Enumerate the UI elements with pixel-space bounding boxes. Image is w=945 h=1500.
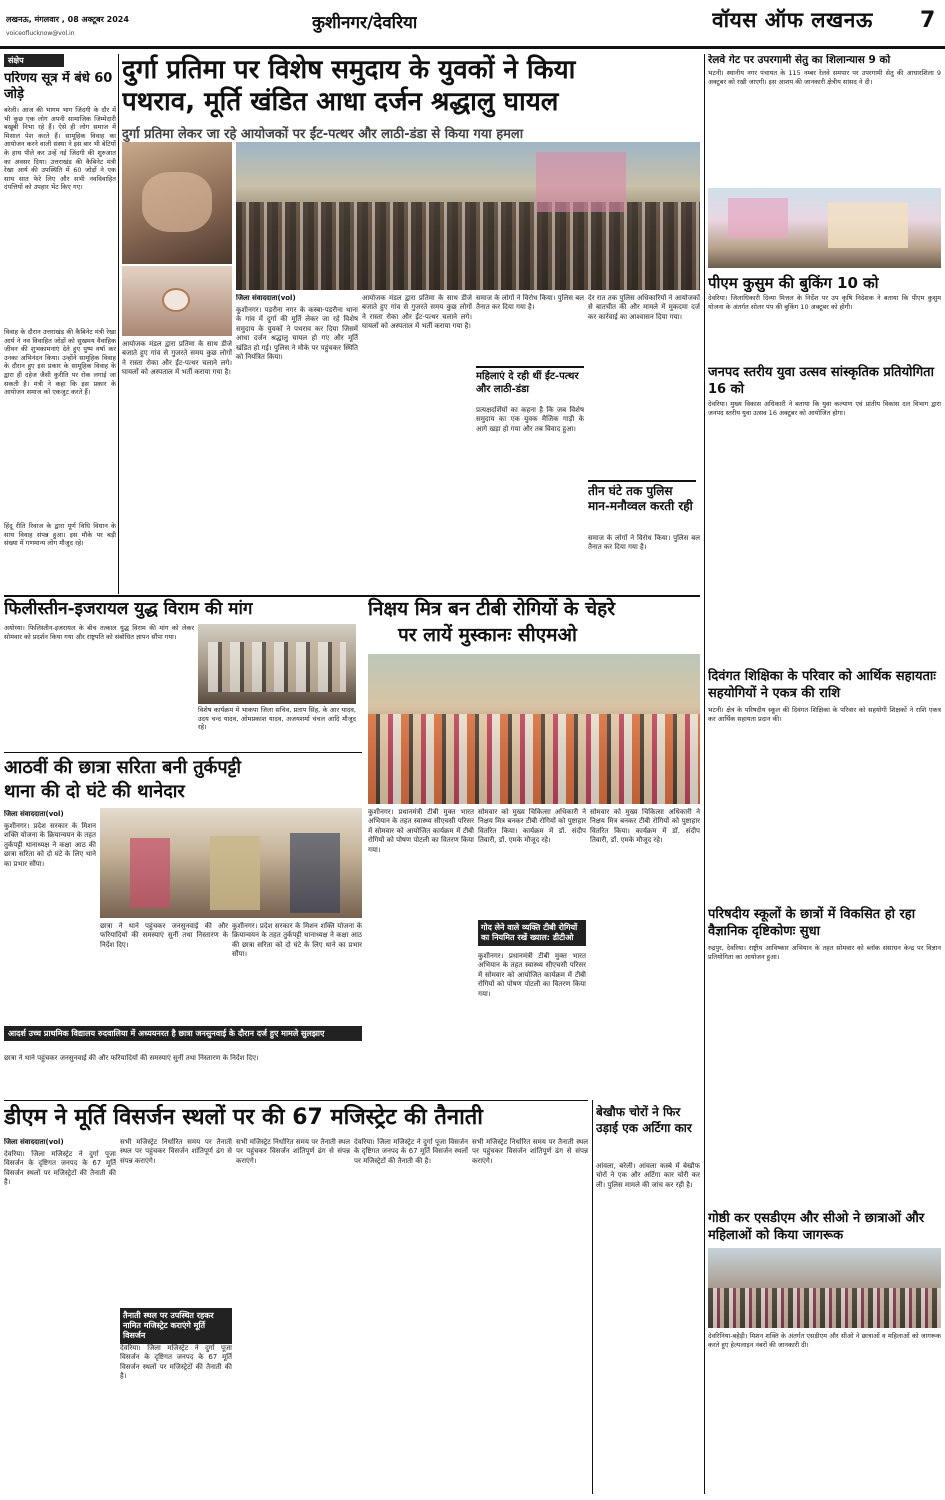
injured-photo-2 (122, 266, 232, 336)
right-column (708, 54, 941, 1494)
dm-body-3: देवरिया। जिला मजिस्ट्रेट ने दुर्गा पूजा विसर्जन के दृष्टिगत जनपद के 67 मूर्ति विसर्जन स्थलों पर मजिस्ट्रेटों की तैनाती की है। (120, 1344, 232, 1381)
sarita-body-4: छात्रा ने थाने पहुंचकर जनसुनवाई की और फरियादियों की समस्याएं सुनीं तथा निस्तारण के निर्देश दिए। (4, 1054, 259, 1062)
brief-title: परिणय सूत्र में बंधे 60 जोड़े (4, 71, 113, 102)
railway-body: भटनी। स्थानीय नगर पंचायत के 115 नम्बर रेलवे समपार पर उपरगामी सेतु की आधारशिला 9 अक्टूबर को रखी जाएगी। इस आशय की जानकारी क्षेत्रीय सांसद ने दी। (708, 69, 941, 86)
masthead-rule (0, 46, 945, 49)
row-divider-3 (4, 1100, 588, 1101)
pm-kusum-headline: पीएम कुसुम की बुकिंग 10 को (708, 274, 879, 292)
tb-story (368, 596, 700, 1096)
main-headline-1: दुर्गा प्रतिमा पर विशेष समुदाय के युवकों ने किया (122, 55, 576, 85)
goshthi-body: देवरिनिया-बहेड़ी। मिशन शक्ति के अंतर्गत एसडीएम और सीओ ने छात्राओं व महिलाओं को जागरूक करते हुए हेल्पलाइन नंबरों की जानकारी दी। (708, 1332, 941, 1349)
youth-festival-headline: जनपद स्तरीय युवा उत्सव सांस्कृतिक प्रतियोगिता 16 को (708, 365, 934, 397)
row-divider-2 (4, 752, 362, 753)
sarita-photo (100, 808, 362, 918)
tb-body-2: सोमवार को मुख्य चिकित्सा अधिकारी ने निक्षय मित्र बनकर टीबी रोगियों को पुष्टाहार वितरित किया। कार्यक्रम में डॉ. संदीप तिवारी, डॉ. एमके मौजूद रहे। (478, 808, 586, 845)
theft-headline: बेखौफ चोरों ने फिर उड़ाई एक अर्टिगा कार (596, 1105, 692, 1135)
paper-name: वॉयस ऑफ लखनऊ (712, 8, 873, 32)
sarita-byline: जिला संवाददाता(vol) (4, 810, 64, 818)
dm-body-4: सभी मजिस्ट्रेट निर्धारित समय पर तैनाती स्थल पर पहुंचकर विसर्जन शांतिपूर्ण ढंग से संपन्न कराएंगे। (236, 1138, 350, 1165)
tb-headline-1: निक्षय मित्र बन टीबी रोगियों के चेहरे (368, 598, 615, 620)
tb-box: गोद लेने वाले व्यक्ति टीबी रोगियों का नियमित रखें ख्याल: डीटीओ (478, 920, 586, 946)
palestine-story (4, 598, 356, 750)
left-brief-column (4, 54, 116, 599)
dm-box: तैनाती स्थल पर उपस्थित रहकर नामित मजिस्ट्रेट कराएंगे मूर्ति विसर्जन (120, 1308, 232, 1344)
youth-festival-body: देवरिया। मुख्य विकास अधिकारी ने बताया कि युवा कल्याण एवं प्रांतीय विकास दल विभाग द्वारा जनपद स्तरीय युवा उत्सव 16 अक्टूबर को आयोजित होगा। (708, 400, 941, 417)
section-name: कुशीनगर/देवरिया (312, 13, 418, 33)
sarita-story (4, 756, 362, 1100)
main-body-1: कुशीनगर। पडरौना नगर के कस्बा-पडरौना थाना के गांव में दुर्गा की मूर्ति लेकर जा रहे विशेष समुदाय के युवकों ने पथराव कर दिया जिसमें आधा दर्जन श्रद्धालु घायल हो गए और मूर्ति खंडित हो गई। पुलिस ने मौके पर पहुंचकर स्थिति को नियंत्रित किया। (236, 306, 358, 362)
masthead (0, 0, 945, 50)
sarita-box: आदर्श उच्च प्राथमिक विद्यालय रुदवालिया में अध्ययनरत है छात्रा जनसुनवाई के दौरान दर्ज हुए मामले सुलझाए (4, 1026, 362, 1041)
crowd-photo (236, 142, 700, 290)
sarita-body-3: कुशीनगर। प्रदेश सरकार के मिशन शक्ति योजना के क्रियान्वयन के तहत तुर्कपट्टी थानाध्यक्ष ने कक्षा आठ की छात्रा सरिता को दो घंटे के लिए थाने का प्रभार सौंपा। (232, 922, 362, 959)
pm-kusum-body: देवरिया। जिलाधिकारी दिव्या मित्तल के निर्देश पर उप कृषि निदेशक ने बताया कि पीएम कुसुम योजना के अंतर्गत सोलर पंप की बुकिंग 10 अक्टूबर को होगी। (708, 294, 941, 311)
teacher-aid-headline: दिवंगत शिक्षिका के परिवार को आर्थिक सहायताः सहयोगियों ने एकत्र की राशि (708, 669, 936, 701)
brief-para-1: बरेली। आज की भागम भाग जिंदगी के दौर में भी कुछ एक लोग अपनी सामाजिक जिम्मेदारी बखूबी निभा रहे हैं। ऐसे ही लोग समाज में मिसाल पेश करते हैं। सामूहिक विवाह का आयोजन करने वाली संस्था ने इस बार भी बेटियों के हाथ पीले कर उन्हें नई जिंदगी की शुरुआत का अवसर दिया। उत्तराखंड की कैबिनेट मंत्री रेखा आर्य की उपस्थिति में 60 जोड़ों ने एक साथ सात फेरे लिए और सभी नवविवाहित दंपत्तियों को उपहार भेंट किए गए। (4, 106, 116, 192)
science-body: रुद्रपुर, देवरिया। राष्ट्रीय आविष्कार अभियान के तहत सोमवार को ब्लॉक संसाधन केन्द्र पर विज्ञान प्रतियोगिता का आयोजन हुआ। (708, 944, 941, 961)
col-divider (118, 54, 119, 594)
dm-body-6: सभी मजिस्ट्रेट निर्धारित समय पर तैनाती स्थल पर पहुंचकर विसर्जन शांतिपूर्ण ढंग से संपन्न कराएंगे। (472, 1138, 588, 1165)
sarita-body-2: छात्रा ने थाने पहुंचकर जनसुनवाई की और फरियादियों की समस्याएं सुनीं तथा निस्तारण के निर्देश दिए। (100, 922, 228, 949)
goshthi-photo (708, 1248, 941, 1328)
main-headline-2: पथराव, मूर्ति खंडित आधा दर्जन श्रद्धालु घायल (122, 87, 559, 117)
injured-photo-1 (122, 142, 232, 264)
tb-headline-2: पर लायें मुस्कानः सीएमओ (398, 624, 577, 646)
sarita-body-1: कुशीनगर। प्रदेश सरकार के मिशन शक्ति योजना के क्रियान्वयन के तहत तुर्कपट्टी थानाध्यक्ष ने कक्षा आठ की छात्रा सरिता को दो घंटे के लिए थाने का प्रभार सौंपा। (4, 822, 96, 868)
tb-photo (368, 654, 700, 804)
main-byline: जिला संवाददाता(vol) (236, 294, 296, 302)
dm-story (4, 1104, 588, 1496)
main-body-5: देर रात तक पुलिस अधिकारियों ने आयोजकों से बातचीत की और मामले में मुकदमा दर्ज कर कार्रवाई का आश्वासन दिया गया। (588, 294, 700, 321)
brief-label: संक्षेप (4, 54, 64, 67)
tb-body-4: सोमवार को मुख्य चिकित्सा अधिकारी ने निक्षय मित्र बनकर टीबी रोगियों को पुष्टाहार वितरित किया। कार्यक्रम में डॉ. संदीप तिवारी, डॉ. एमके मौजूद रहे। (590, 808, 700, 845)
dm-body-2: सभी मजिस्ट्रेट निर्धारित समय पर तैनाती स्थल पर पहुंचकर विसर्जन शांतिपूर्ण ढंग से संपन्न कराएंगे। (120, 1138, 232, 1165)
goshthi-headline: गोष्ठी कर एसडीएम और सीओ ने छात्राओं और महिलाओं को किया जागरूक (708, 1211, 925, 1243)
theft-story (596, 1104, 700, 1496)
page-number: 7 (920, 8, 936, 33)
sarita-headline-2: थाना की दो घंटे की थानेदार (4, 781, 185, 802)
brief-para-2: विवाह के दौरान उत्तराखंड की कैबिनेट मंत्री रेखा आर्य ने नव विवाहित जोड़ों को सुखमय वैवाहिक जीवन की शुभकामनाएं देते हुए पुष्प वर्षा कर उनका अभिनंदन किया। उन्होंने सामूहिक विवाह के दौरान हुए इस प्रकार के सामूहिक विवाह के द्वारा ही दहेज जैसी कुरीति पर रोक लगाई जा सकती है। मंत्री ने कहा कि इस प्रकार के आयोजन समाज को एकजुट करते हैं। (4, 328, 116, 397)
teacher-aid-body: भटनी। क्षेत्र के परिषदीय स्कूल की दिवंगत शिक्षिका के परिवार को सहयोगी शिक्षकों ने राशि एकत्र कर आर्थिक सहायता प्रदान की। (708, 706, 941, 723)
railway-photo (708, 188, 941, 268)
main-body-2: आयोजक मंडल द्वारा प्रतिमा के साथ डीजे बजाते हुए गांव से गुजरते समय कुछ लोगों ने रास्ता रोका और ईंट-पत्थर चलाने लगे। घायलों को अस्पताल में भर्ती कराया गया है। (122, 340, 232, 377)
railway-headline: रेलवे गेट पर उपरगामी सेतु का शिलान्यास 9 को (708, 54, 891, 66)
pull-quote-1: महिलाएं दे रही थीं ईंट-पत्थर और लाठी-डंडा (476, 366, 584, 396)
tb-body-1: कुशीनगर। प्रधानमंत्री टीबी मुक्त भारत अभियान के तहत स्वास्थ्य सीएचसी परिसर में सोमवार को आयोजित कार्यक्रम में टीबी रोगियों को पोषण पोटली का वितरण किया गया। (368, 808, 474, 854)
theft-body: आंवला, बरेली। आंवला कस्बे में बेखौफ चोरों ने एक और अर्टिगा कार चोरी कर ली। पुलिस मामले की जांच कर रही है। (596, 1162, 700, 1189)
right-divider (704, 54, 705, 1494)
pull-quote-2: तीन घंटे तक पुलिस मान-मनौव्वल करती रही (588, 480, 696, 514)
sarita-headline-1: आठवीं की छात्रा सरिता बनी तुर्कपट्टी (4, 757, 242, 778)
palestine-headline: फिलीस्तीन-इजरायल युद्ध विराम की मांग (4, 599, 253, 619)
science-headline: परिषदीय स्कूलों के छात्रों में विकसित हो रहा वैज्ञानिक दृष्टिकोणः सुधा (708, 907, 916, 939)
website: voiceoflucknow@vol.in (6, 30, 75, 37)
col-divider-theft (592, 1100, 593, 1494)
main-body-4: समाज के लोगों ने विरोध किया। पुलिस बल तैनात कर दिया गया है। (476, 294, 584, 312)
date-line: लखनऊ, मंगलवार , 08 अक्टूबर 2024 (6, 15, 129, 24)
dm-headline: डीएम ने मूर्ति विसर्जन स्थलों पर की 67 मजिस्ट्रेट की तैनाती (4, 1105, 484, 1130)
palestine-body-1: अयोध्या। फिलिस्तीन-इजरायल के बीच तत्काल युद्ध विराम की मांग को लेकर सोमवार को प्रदर्शन किया गया और राष्ट्रपति को संबोधित ज्ञापन सौंपा गया। (4, 624, 194, 641)
dm-body-5: देवरिया। जिला मजिस्ट्रेट ने दुर्गा पूजा विसर्जन के दृष्टिगत जनपद के 67 मूर्ति विसर्जन स्थलों पर मजिस्ट्रेटों की तैनाती की है। (354, 1138, 468, 1165)
tb-body-3: कुशीनगर। प्रधानमंत्री टीबी मुक्त भारत अभियान के तहत स्वास्थ्य सीएचसी परिसर में सोमवार को आयोजित कार्यक्रम में टीबी रोगियों को पोषण पोटली का वितरण किया गया। (478, 952, 586, 998)
main-body-3: प्रत्यक्षदर्शियों का कहना है कि जब विशेष समुदाय का एक युवक मैजिक गाड़ी के आगे खड़ा हो गया और तब विवाद हुआ। (476, 406, 584, 433)
main-subhead: दुर्गा प्रतिमा लेकर जा रहे आयोजकों पर ईंट-पत्थर और लाठी-डंडा से किया गया हमला (122, 127, 524, 142)
brief-para-3: हिंदू रीति रिवाज के द्वारा पूर्ण विधि विधान के साथ विवाह संपन्न हुआ। इस मौके पर बड़ी संख्या में गणमान्य लोग मौजूद रहे। (4, 522, 116, 548)
palestine-body-2: विशेष कार्यक्रम में भाकपा जिला सचिव, प्रताप सिंह, के आर यादव, उदय चन्द यादव, ओमप्रकाश यादव, अजयशर्मा चंचल आदि मौजूद रहे। (198, 706, 356, 732)
main-story (122, 54, 700, 594)
dm-body-1: देवरिया। जिला मजिस्ट्रेट ने दुर्गा पूजा विसर्जन के दृष्टिगत जनपद के 67 मूर्ति विसर्जन स्थलों पर मजिस्ट्रेटों की तैनाती की है। (4, 1150, 116, 1187)
main-body-6: समाज के लोगों ने विरोध किया। पुलिस बल तैनात कर दिया गया है। (588, 534, 700, 552)
main-body-2b: आयोजक मंडल द्वारा प्रतिमा के साथ डीजे बजाते हुए गांव से गुजरते समय कुछ लोगों ने रास्ता रोका और ईंट-पत्थर चलाने लगे। घायलों को अस्पताल में भर्ती कराया गया है। (362, 294, 472, 331)
palestine-photo (198, 624, 356, 704)
dm-byline: जिला संवाददाता(vol) (4, 1138, 64, 1146)
